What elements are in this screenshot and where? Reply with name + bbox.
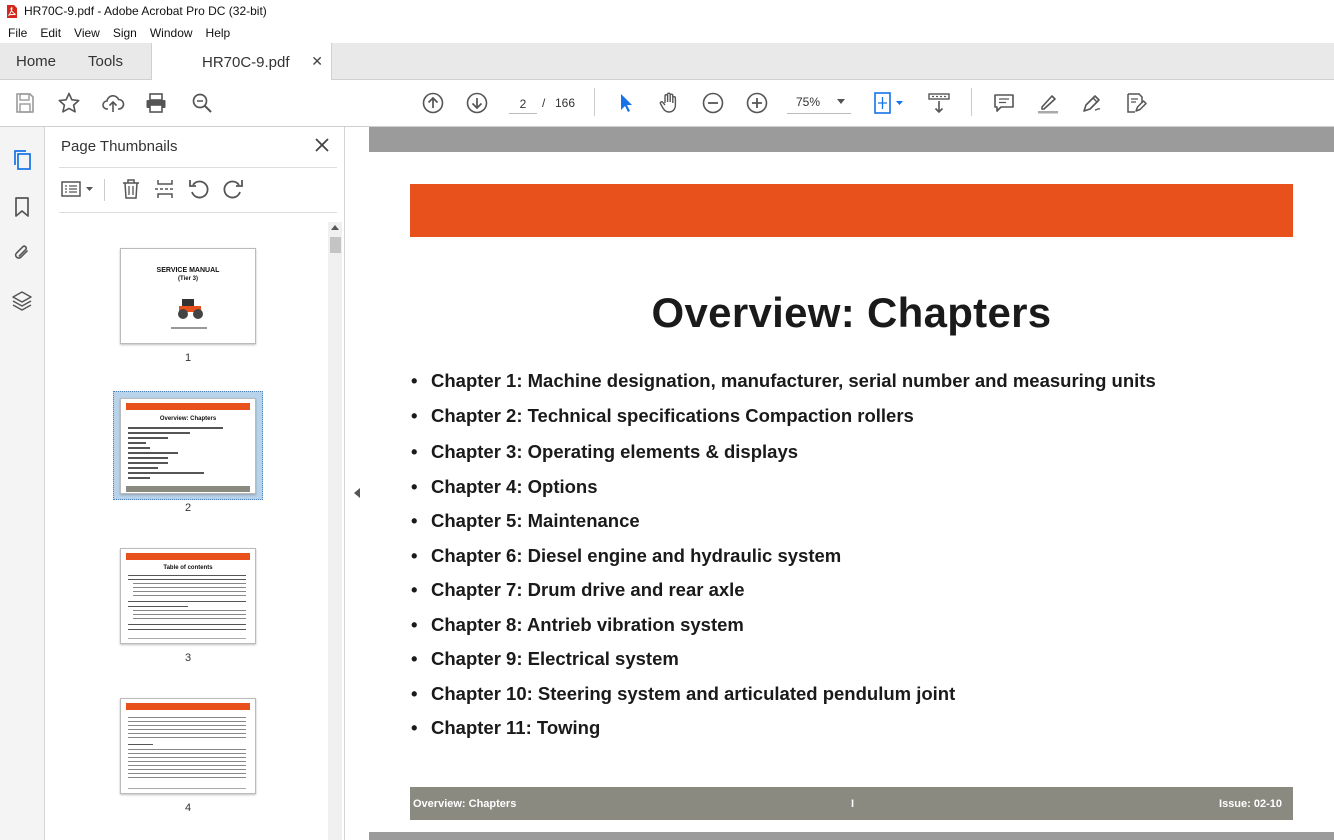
zoom-dropdown[interactable]: [787, 92, 851, 114]
page-thumbnails-icon[interactable]: [10, 148, 34, 172]
page-separator: /: [542, 96, 546, 110]
thumb-2-text-line: [128, 467, 158, 469]
thumb-2-text-line: [128, 477, 150, 479]
zoom-out-icon[interactable]: [700, 90, 726, 116]
page-thumbnail-1[interactable]: [120, 248, 256, 344]
panel-divider: [59, 212, 337, 213]
rotate-clockwise-icon[interactable]: [221, 177, 245, 201]
zoom-search-icon[interactable]: [189, 90, 215, 116]
thumb-4-toc-line: [128, 753, 246, 754]
thumb-2-text-line: [128, 432, 190, 434]
select-cursor-icon[interactable]: [612, 90, 638, 116]
thumb-2-footer-bar: [126, 486, 250, 492]
thumb-4-toc-line: [128, 733, 246, 734]
menu-bar: [0, 22, 1334, 43]
delete-icon[interactable]: [119, 177, 143, 201]
thumb-4-footer-line: [128, 788, 246, 789]
draw-pen-icon[interactable]: [1079, 90, 1105, 116]
previous-page-icon[interactable]: [420, 90, 446, 116]
next-page-icon[interactable]: [464, 90, 490, 116]
chapter-list: [411, 370, 1156, 750]
chapter-item-1: • Chapter 1: Machine designation, manufacturer, serial number and measuring units: [411, 370, 1156, 405]
page-thumbnail-4[interactable]: [120, 698, 256, 794]
thumbnail-number-3: 3: [184, 652, 192, 664]
panel-divider: [59, 167, 337, 168]
chapter-item-4: • Chapter 4: Options: [411, 476, 1156, 511]
chapter-item-8: • Chapter 8: Antrieb vibration system: [411, 614, 1156, 649]
acrobat-app-icon: [6, 5, 18, 18]
thumbnail-options-icon[interactable]: [60, 177, 96, 201]
footer-issue: Issue: 02-10: [1219, 798, 1282, 810]
thumb-4-toc-line: [128, 721, 246, 722]
close-panel-icon[interactable]: [313, 136, 331, 154]
upload-cloud-icon[interactable]: [100, 90, 126, 116]
page-footer: [410, 787, 1293, 820]
star-icon[interactable]: [56, 90, 82, 116]
thumb-4-toc-line: [128, 737, 246, 738]
menu-help[interactable]: Help: [205, 25, 231, 40]
fill-sign-icon[interactable]: [1123, 90, 1149, 116]
thumb-4-toc-line: [128, 773, 246, 774]
fit-page-icon[interactable]: [872, 90, 908, 116]
left-navigation-rail: [0, 127, 45, 840]
chapter-item-5: • Chapter 5: Maintenance: [411, 510, 1156, 545]
thumb-2-text-line: [128, 437, 168, 439]
pdf-page: [369, 152, 1334, 832]
extract-pages-icon[interactable]: [153, 177, 177, 201]
scrollbar-thumb[interactable]: [330, 237, 341, 253]
attachment-icon[interactable]: [10, 241, 34, 265]
thumbnail-number-4: 4: [184, 802, 192, 814]
title-bar: [0, 0, 1334, 22]
thumbnail-scrollbar[interactable]: [328, 222, 342, 840]
tab-home[interactable]: Home: [16, 53, 57, 70]
tab-document[interactable]: [151, 43, 332, 81]
thumb-4-toc-line: [128, 761, 246, 762]
thumbnail-number-1: 1: [184, 352, 192, 364]
thumb-2-text-line: [128, 452, 178, 454]
chevron-down-icon: [837, 99, 845, 104]
main-toolbar: [0, 80, 1334, 127]
tab-tools[interactable]: Tools: [88, 53, 124, 70]
page-thumbnails-panel: [45, 127, 345, 840]
page-total: 166: [555, 96, 576, 110]
thumb-3-title: Table of contents: [163, 565, 213, 571]
hand-tool-icon[interactable]: [656, 90, 682, 116]
thumb-3-toc-line: [133, 583, 246, 584]
scroll-mode-icon[interactable]: [926, 90, 952, 116]
roller-machine-image: [173, 295, 207, 321]
thumb-4-header-bar: [126, 703, 250, 710]
zoom-value: 75%: [796, 95, 821, 109]
thumb-2-title: Overview: Chapters: [159, 416, 217, 422]
zoom-in-icon[interactable]: [744, 90, 770, 116]
close-tab-icon[interactable]: ✕: [311, 53, 323, 69]
thumb-2-text-line: [128, 462, 168, 464]
thumb-3-toc-line: [133, 614, 246, 615]
chapter-item-2: • Chapter 2: Technical specifications Compaction rollers: [411, 405, 1156, 440]
window-title: HR70C-9.pdf - Adobe Acrobat Pro DC (32-bit): [24, 4, 267, 18]
thumb-1-caption-line: [171, 327, 207, 329]
menu-window[interactable]: Window: [149, 25, 193, 40]
collapse-arrow-icon: [354, 488, 360, 498]
thumb-4-toc-line: [128, 744, 153, 745]
page-title: Overview: Chapters: [651, 289, 1052, 336]
panel-toolbar-divider: [104, 179, 105, 201]
footer-page-marker: I: [851, 798, 855, 810]
thumb-4-toc-line: [128, 725, 246, 726]
thumbnail-number-2: 2: [184, 502, 192, 514]
chapter-item-11: • Chapter 11: Towing: [411, 717, 1156, 752]
print-icon[interactable]: [143, 90, 169, 116]
page-number-input[interactable]: [509, 94, 537, 114]
bookmark-icon[interactable]: [10, 195, 34, 219]
thumb-3-toc-line: [133, 587, 246, 588]
thumb-3-toc-line: [133, 618, 246, 619]
chapter-item-3: • Chapter 3: Operating elements & displays: [411, 441, 1156, 476]
chapter-item-10: • Chapter 10: Steering system and articulated pendulum joint: [411, 683, 1156, 718]
thumb-3-toc-line: [128, 575, 246, 576]
thumb-3-footer-line: [128, 638, 246, 639]
thumb-3-toc-line: [128, 606, 188, 607]
panel-title: Page Thumbnails: [61, 138, 178, 155]
menu-file[interactable]: File: [8, 25, 28, 40]
thumb-4-toc-line: [128, 729, 246, 730]
thumb-2-text-line: [128, 427, 223, 429]
menu-sign[interactable]: Sign: [112, 25, 137, 40]
thumb-2-text-line: [128, 472, 204, 474]
thumb-2-header-bar: [126, 403, 250, 410]
thumb-4-toc-line: [128, 717, 246, 718]
page-thumbnail-3[interactable]: [120, 548, 256, 644]
chapter-item-7: • Chapter 7: Drum drive and rear axle: [411, 579, 1156, 614]
thumb-4-toc-line: [128, 749, 246, 750]
scroll-up-arrow-icon[interactable]: [331, 225, 339, 230]
menu-edit[interactable]: Edit: [40, 25, 62, 40]
thumb-3-toc-line: [128, 629, 246, 630]
thumb-4-toc-line: [128, 769, 246, 770]
thumb-4-toc-line: [128, 765, 246, 766]
menu-view[interactable]: View: [74, 25, 100, 40]
thumb-2-text-line: [128, 447, 150, 449]
tab-bar: [0, 43, 1334, 80]
page-header-bar: [410, 184, 1293, 237]
toolbar-divider: [971, 88, 972, 116]
thumb-4-toc-line: [128, 777, 246, 778]
thumb-2-text-line: [128, 457, 168, 459]
thumb-3-toc-line: [133, 595, 246, 596]
rotate-counterclockwise-icon[interactable]: [187, 177, 211, 201]
thumb-3-toc-line: [128, 601, 246, 602]
footer-section-title: Overview: Chapters: [413, 798, 517, 810]
tab-document-label: HR70C-9.pdf: [202, 53, 290, 71]
thumb-3-toc-line: [133, 591, 246, 592]
thumb-3-header-bar: [126, 553, 250, 560]
thumb-2-text-line: [128, 442, 146, 444]
chapter-item-9: • Chapter 9: Electrical system: [411, 648, 1156, 683]
save-icon[interactable]: [12, 90, 38, 116]
layers-icon[interactable]: [10, 289, 34, 313]
thumb-3-toc-line: [128, 579, 246, 580]
comment-icon[interactable]: [991, 90, 1017, 116]
collapse-panel-handle[interactable]: [346, 127, 368, 840]
thumb-1-subtitle: (Tier 3): [178, 276, 198, 282]
thumb-3-toc-line: [128, 624, 246, 625]
toolbar-divider: [594, 88, 595, 116]
chapter-item-6: • Chapter 6: Diesel engine and hydraulic system: [411, 545, 1156, 580]
thumb-4-toc-line: [128, 757, 246, 758]
highlighter-icon[interactable]: [1035, 90, 1061, 116]
document-view[interactable]: [369, 127, 1334, 840]
page-thumbnail-2[interactable]: [120, 398, 256, 494]
thumb-1-title: SERVICE MANUAL: [156, 267, 220, 274]
thumb-3-toc-line: [133, 610, 246, 611]
